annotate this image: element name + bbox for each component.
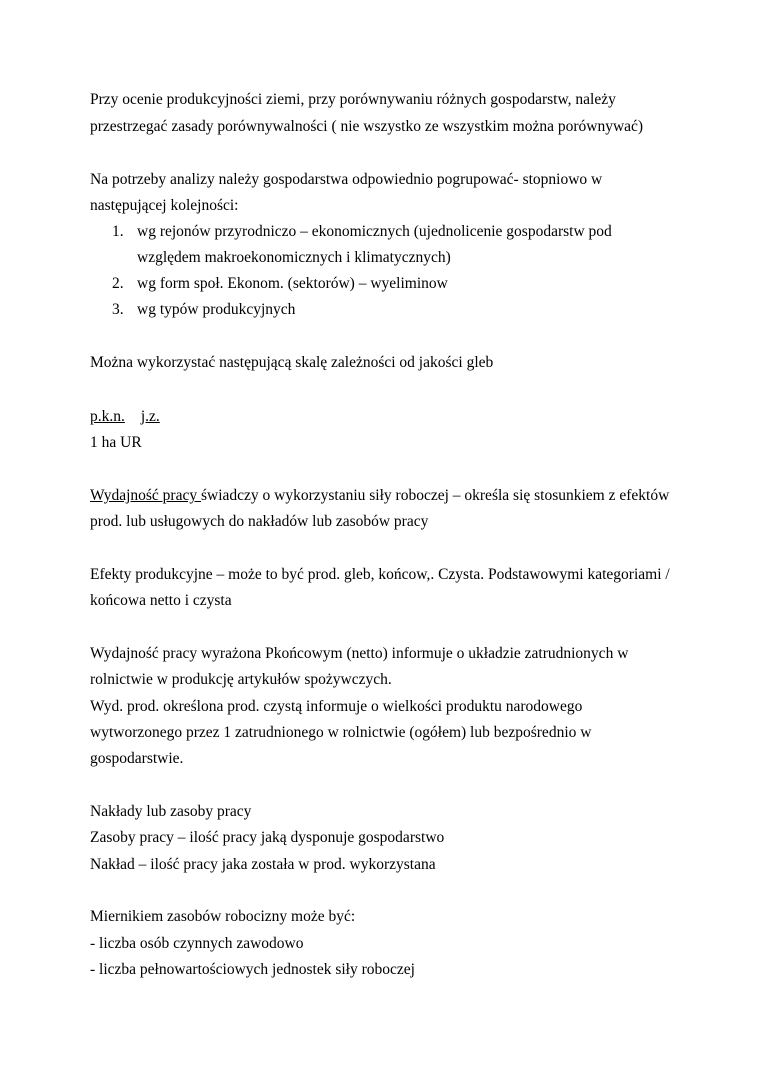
paragraph-line: Można wykorzystać następującą skalę zależności od jakości gleb [90,354,494,371]
paragraph-line: Wyd. prod. określona prod. czystą informuje o wielkości produktu narodowego [90,698,583,715]
paragraph-line: Przy ocenie produkcyjności ziemi, przy porównywaniu różnych gospodarstw, należy [90,91,616,108]
paragraph-line: Nakład – ilość pracy jaka została w prod. wykorzystana [90,856,436,873]
paragraph-line: Zasoby pracy – ilość pracy jaką dysponuje gospodarstwo [90,829,445,846]
list-number: 1. [112,223,124,240]
paragraph-line: - liczba osób czynnych zawodowo [90,935,304,952]
list-item [112,300,295,320]
definition-text: świadczy o wykorzystaniu siły roboczej – określa się stosunkiem z efektów [200,487,670,504]
list-number: 2. [112,275,124,292]
paragraph-line: Na potrzeby analizy należy gospodarstwa odpowiednio pogrupować- stopniowo w [90,171,603,188]
paragraph-line: - liczba pełnowartościowych jednostek siły roboczej [90,961,415,978]
list-item [112,274,448,294]
paragraph-line: następującej kolejności: [90,197,239,214]
paragraph-line: prod. lub usługowych do nakładów lub zasobów pracy [90,513,429,530]
list-number: 3. [112,301,124,318]
definition-line [90,486,669,506]
scale-unit: 1 ha UR [90,434,142,451]
term-wydajnosc-pracy: Wydajność pracy [90,487,201,504]
paragraph-line: gospodarstwie. [90,750,184,767]
paragraph-line: wytworzonego przez 1 zatrudnionego w rolnictwie (ogółem) lub bezpośrednio w [90,724,592,741]
paragraph-line: Wydajność pracy wyrażona Pkońcowym (netto) informuje o układzie zatrudnionych w [90,645,629,662]
paragraph-line: końcowa netto i czysta [90,592,232,609]
paragraph-line: przestrzegać zasady porównywalności ( nie wszystko ze wszystkim można porównywać) [90,118,644,135]
list-text: wg typów produkcyjnych [137,301,296,318]
scale-label-pkn: p.k.n. j.z. [90,408,160,425]
list-item [112,222,612,242]
list-text: wg rejonów przyrodniczo – ekonomicznych (ujednolicenie gospodarstw pod [137,223,612,240]
paragraph-line: Nakłady lub zasoby pracy [90,803,252,820]
paragraph-line: Efekty produkcyjne – może to być prod. gleb, końcow,. Czysta. Podstawowymi kategoriami / [90,566,670,583]
scale-line [90,407,160,427]
list-text: wg form społ. Ekonom. (sektorów) – wyeliminow [137,275,448,292]
list-item-continuation: względem makroekonomicznych i klimatycznych) [137,249,451,266]
paragraph-line: Miernikiem zasobów robocizny może być: [90,908,356,925]
paragraph-line: rolnictwie w produkcję artykułów spożywczych. [90,671,392,688]
